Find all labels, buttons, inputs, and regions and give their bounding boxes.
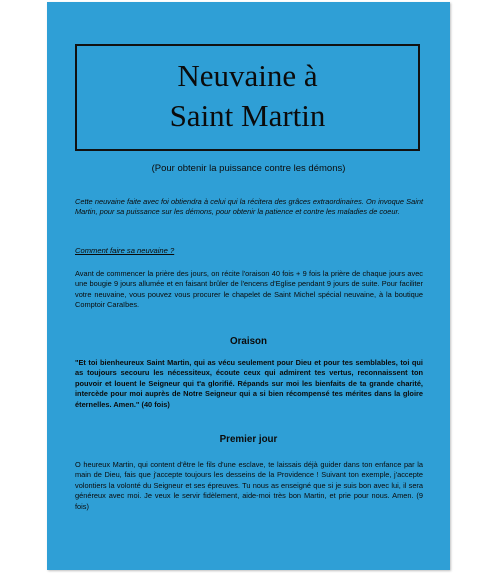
leaflet-page [47, 2, 450, 570]
howto-paragraph: Avant de commencer la prière des jours, on récite l'oraison 40 fois + 9 fois la prière de chaque jours avec une bougie 9 jours allumée et en faisant brûler de l'encens d'Eglise pendant 9 jours de suite. Pour faciliter votre neuvaine, vous pouvez vous procurer le chapelet de Saint Michel spécial neuvaine, à la boutique Comptoir Caraïbes. [75, 269, 423, 310]
title-line-2: Saint Martin [169, 98, 326, 133]
howto-heading: Comment faire sa neuvaine ? [75, 246, 175, 255]
subtitle: (Pour obtenir la puissance contre les démons) [151, 163, 346, 174]
premier-jour-heading: Premier jour [219, 434, 278, 445]
oraison-prayer: "Et toi bienheureux Saint Martin, qui as vécu seulement pour Dieu et pour tes semblables, toi qui as toujours secouru les nécessiteux, écoute ceux qui admirent tes vertus, reconnaissent ton pouvoir et louent le Seigneur qui t'a glorifié. Répands sur moi les bienfaits de ta grande charité, intercède pour moi auprès de Notre Seigneur qui a si bien récompensé tes mérites dans la gloire éternelles. Amen." (40 fois) [75, 358, 423, 409]
title-line-1: Neuvaine à [177, 58, 318, 93]
premier-jour-prayer: O heureux Martin, qui content d'être le fils d'une esclave, te laissais déjà guider dans ton enfance par la main de Dieu, fais que j'accepte toujours les desseins de la Providence ! Suivant ton exemple, j'accepte volontiers la volonté du Seigneur et ses épreuves. Tu nous as enseigné que si je suis bon avec lui, il sera généreux avec moi. Je veux le servir fidèlement, aide-moi très bon Martin, et prie pour nous. Amen. (9 fois) [75, 460, 423, 511]
intro-paragraph: Cette neuvaine faite avec foi obtiendra à celui qui la récitera des grâces extraordinaires. On invoque Saint Martin, pour sa puissance sur les démons, pour obtenir la patience et contre les maladies de coeur. [75, 197, 423, 217]
title-box [75, 44, 420, 151]
oraison-heading: Oraison [229, 336, 268, 347]
